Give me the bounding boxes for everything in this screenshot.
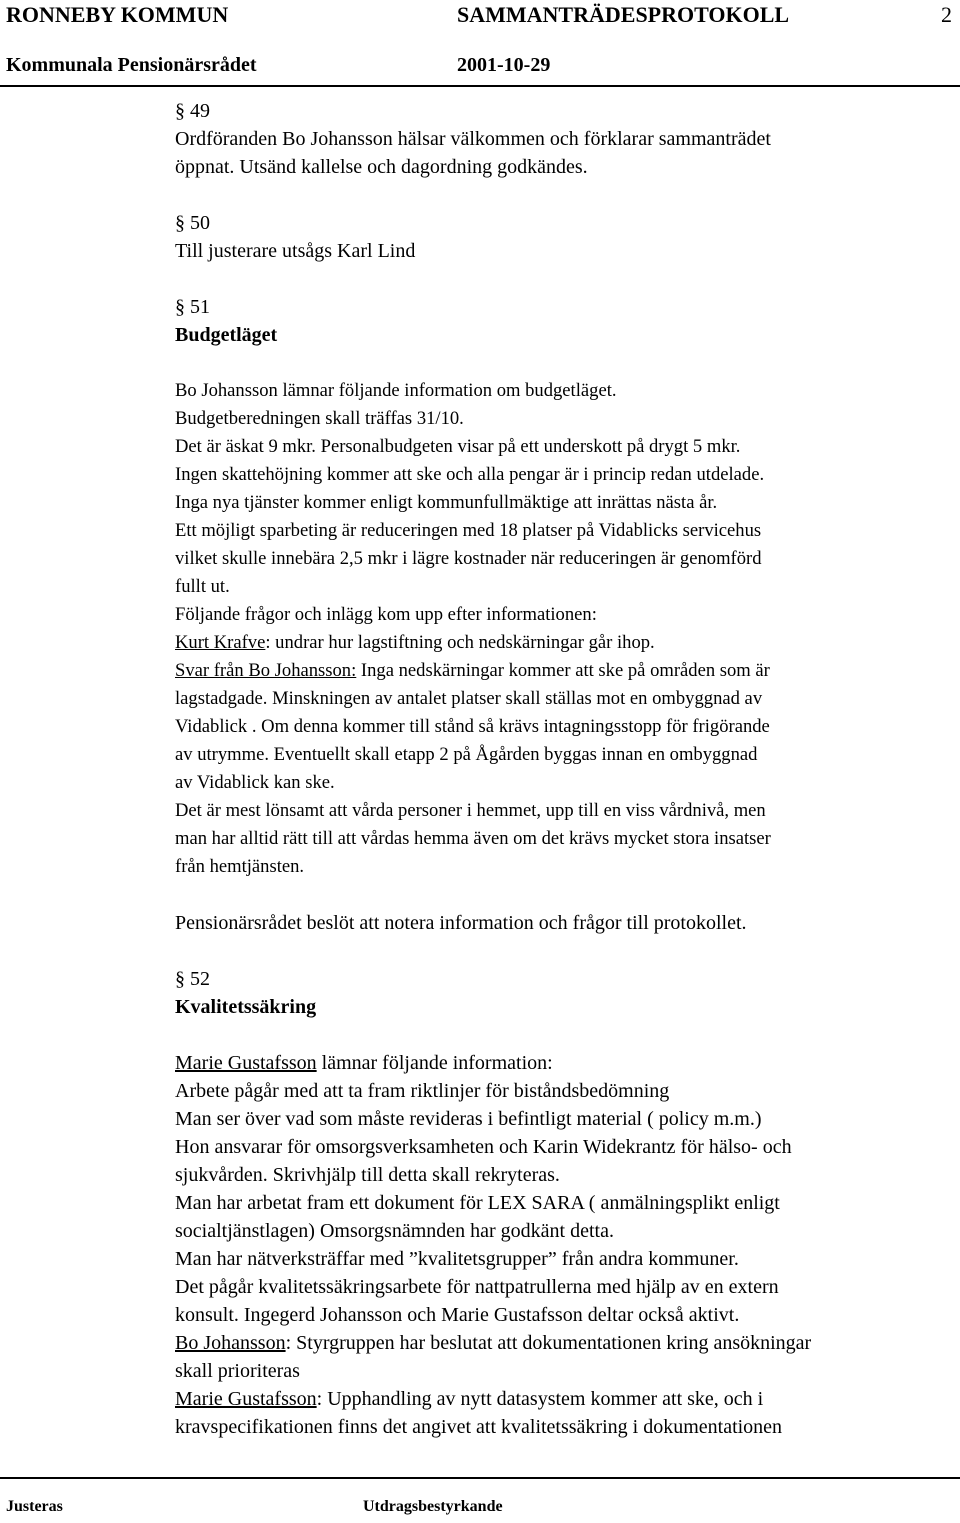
paragraph-line: Det är äskat 9 mkr. Personalbudgeten visar på ett underskott på drygt 5 mkr. [175, 436, 741, 457]
speaker-name: Kurt Krafve [175, 632, 266, 653]
paragraph-line: skall prioriteras [175, 1360, 300, 1382]
paragraph-line: Budgetberedningen skall träffas 31/10. [175, 408, 464, 429]
paragraph-line: öppnat. Utsänd kallelse och dagordning godkändes. [175, 156, 588, 178]
paragraph-line: av utrymme. Eventuellt skall etapp 2 på Ågården byggas innan en ombyggnad [175, 744, 758, 765]
section-title: Kvalitetssäkring [175, 996, 317, 1018]
footer-rule [0, 1477, 960, 1479]
footer-utdragsbestyrkande: Utdragsbestyrkande [363, 1498, 503, 1515]
section-50 [175, 209, 945, 265]
paragraph-line: Bo Johansson lämnar följande information om budgetläget. [175, 380, 617, 401]
paragraph-line: Ett möjligt sparbeting är reduceringen med 18 platser på Vidablicks servicehus [175, 520, 762, 541]
paragraph-line: man har alltid rätt till att vårdas hemma även om det krävs mycket stora insatser [175, 828, 771, 849]
paragraph-line: Marie Gustafsson: Upphandling av nytt datasystem kommer att ske, och i [175, 1388, 764, 1410]
paragraph-line: Vidablick . Om denna kommer till stånd så krävs intagningsstopp för frigörande [175, 716, 770, 737]
section-number: § 51 [175, 296, 210, 318]
paragraph-line: Det är mest lönsamt att vårda personer i hemmet, upp till en viss vårdnivå, men [175, 800, 766, 821]
paragraph-line: Kurt Krafve: undrar hur lagstiftning och nedskärningar går ihop. [175, 632, 655, 653]
page-number: 2 [941, 2, 952, 27]
speaker-name: Bo Johansson [175, 1332, 286, 1354]
section-title: Budgetläget [175, 324, 278, 346]
decision-line: Pensionärsrådet beslöt att notera information och frågor till protokollet. [175, 912, 747, 934]
paragraph-line: Hon ansvarar för omsorgsverksamheten och Karin Widekrantz för hälso- och [175, 1136, 792, 1158]
speaker-name: Marie Gustafsson [175, 1388, 317, 1410]
paragraph-line: Bo Johansson: Styrgruppen har beslutat att dokumentationen kring ansökningar [175, 1332, 812, 1354]
paragraph-line: Man har nätverksträffar med ”kvalitetsgrupper” från andra kommuner. [175, 1248, 739, 1270]
paragraph-line: lagstadgade. Minskningen av antalet platser skall ställas mot en ombyggnad av [175, 688, 763, 709]
protocol-body [175, 97, 945, 1441]
body-name: Kommunala Pensionärsrådet [6, 54, 257, 76]
paragraph-line: kravspecifikationen finns det angivet att kvalitetssäkring i dokumentationen [175, 1416, 783, 1438]
paragraph-line: Svar från Bo Johansson: Inga nedskärningar kommer att ske på områden som är [175, 660, 770, 681]
paragraph-line: Det pågår kvalitetssäkringsarbete för nattpatrullerna med hjälp av en extern [175, 1276, 779, 1298]
paragraph-line: av Vidablick kan ske. [175, 772, 335, 793]
paragraph-line: Arbete pågår med att ta fram riktlinjer för biståndsbedömning [175, 1080, 670, 1102]
section-number: § 49 [175, 100, 210, 122]
paragraph-line: Inga nya tjänster kommer enligt kommunfullmäktige att inrättas nästa år. [175, 492, 718, 513]
paragraph-line: Följande frågor och inlägg kom upp efter informationen: [175, 604, 597, 625]
section-number: § 52 [175, 968, 210, 990]
section-number: § 50 [175, 212, 210, 234]
paragraph-line: från hemtjänsten. [175, 856, 305, 877]
paragraph-line: Till justerare utsågs Karl Lind [175, 240, 416, 262]
paragraph-line: socialtjänstlagen) Omsorgsnämnden har godkänt detta. [175, 1220, 614, 1242]
footer-justeras: Justeras [6, 1498, 63, 1515]
section-49 [175, 97, 945, 181]
paragraph-line: vilket skulle innebära 2,5 mkr i lägre kostnader när reduceringen är genomförd [175, 548, 762, 569]
paragraph-line: fullt ut. [175, 576, 230, 597]
header-rule [0, 85, 960, 87]
paragraph-line: konsult. Ingegerd Johansson och Marie Gustafsson deltar också aktivt. [175, 1304, 740, 1326]
document-type: SAMMANTRÄDESPROTOKOLL [457, 2, 790, 27]
section-52 [175, 965, 945, 1441]
paragraph-line: Ingen skattehöjning kommer att ske och alla pengar är i princip redan utdelade. [175, 464, 765, 485]
paragraph-line: sjukvården. Skrivhjälp till detta skall rekryteras. [175, 1164, 560, 1186]
paragraph-line: Ordföranden Bo Johansson hälsar välkommen och förklarar sammanträdet [175, 128, 771, 150]
meeting-date: 2001-10-29 [457, 54, 551, 76]
speaker-name: Svar från Bo Johansson: [175, 660, 357, 681]
paragraph-line: Man har arbetat fram ett dokument för LEX SARA ( anmälningsplikt enligt [175, 1192, 780, 1214]
section-51 [175, 293, 945, 937]
speaker-name: Marie Gustafsson [175, 1052, 317, 1074]
municipality-name: RONNEBY KOMMUN [6, 2, 229, 27]
paragraph-line: Marie Gustafsson lämnar följande information: [175, 1052, 553, 1074]
paragraph-line: Man ser över vad som måste revideras i befintligt material ( policy m.m.) [175, 1108, 762, 1130]
